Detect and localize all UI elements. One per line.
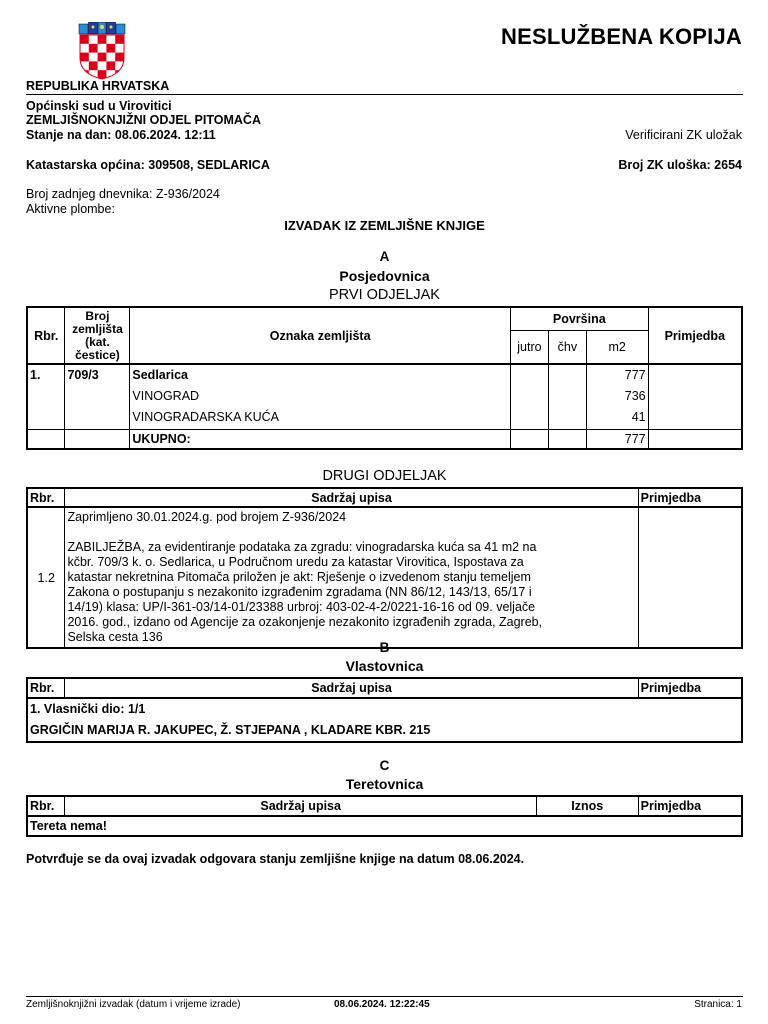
court-name: Općinski sud u Virovitici	[26, 99, 172, 113]
table-row	[27, 816, 742, 836]
row-remark	[648, 406, 742, 429]
entry-rbr: 1.2	[27, 507, 65, 648]
row-remark	[648, 385, 742, 406]
country-name: REPUBLIKA HRVATSKA	[26, 79, 170, 93]
total-rbr	[27, 429, 65, 449]
section-a-letter: A	[379, 249, 390, 264]
section-b-name: Vlastovnica	[345, 658, 424, 674]
confirmation-text: Potvrđuje se da ovaj izvadak odgovara stanju zemljišne knjige na datum 08.06.2024.	[26, 852, 525, 866]
unofficial-copy-title: NESLUŽBENA KOPIJA	[501, 24, 742, 49]
total-row	[27, 429, 742, 449]
row-rbr	[27, 406, 65, 429]
row-m2: 777	[586, 364, 648, 385]
section-a-name: Posjedovnica	[339, 268, 430, 284]
row-jutro	[510, 385, 548, 406]
footer-divider	[26, 996, 743, 997]
section-c-letter: C	[379, 758, 390, 773]
row-m2: 736	[586, 385, 648, 406]
col-content-header: Sadržaj upisa	[65, 796, 536, 816]
document-title: IZVADAK IZ ZEMLJIŠNE KNJIGE	[284, 218, 485, 233]
coat-crown	[79, 22, 125, 34]
col-jutro-header: jutro	[510, 330, 548, 364]
owner-row	[27, 718, 742, 742]
ownership-table	[26, 677, 743, 743]
coat-checkerboard	[80, 35, 124, 80]
department-name: ZEMLJIŠNOKNJIŽNI ODJEL PITOMAČA	[26, 113, 261, 127]
row-jutro	[510, 406, 548, 429]
footer-page: Stranica: 1	[694, 999, 742, 1010]
active-seals: Aktivne plombe:	[26, 202, 115, 216]
footer-left: Zemljišnoknjižni izvadak (datum i vrijeme izrade)	[26, 999, 241, 1010]
entry-content	[65, 507, 638, 648]
folio-number: Broj ZK uloška: 2654	[618, 158, 742, 172]
row-rbr: 1.	[27, 364, 65, 385]
table-row	[27, 385, 742, 406]
col-content-header: Sadržaj upisa	[65, 678, 638, 698]
row-rbr	[27, 385, 65, 406]
col-m2-header: m2	[586, 330, 648, 364]
row-designation: Sedlarica	[130, 364, 511, 385]
second-part-title: DRUGI ODJELJAK	[322, 468, 447, 484]
encumbrance-table	[26, 795, 743, 837]
ownership-share: 1. Vlasnički dio: 1/1	[27, 698, 742, 718]
row-chv	[548, 406, 586, 429]
col-remark-header: Primjedba	[638, 488, 742, 507]
section-c-name: Teretovnica	[345, 776, 424, 792]
table-row	[27, 406, 742, 429]
entry-remark	[638, 507, 742, 648]
footer-datetime: 08.06.2024. 12:22:45	[334, 999, 430, 1010]
total-chv	[548, 429, 586, 449]
total-remark	[648, 429, 742, 449]
col-content-header: Sadržaj upisa	[65, 488, 638, 507]
owner-name: GRGIČIN MARIJA R. JAKUPEC, Ž. STJEPANA , KLADARE KBR. 215	[27, 718, 742, 742]
col-remark-header: Primjedba	[648, 307, 742, 364]
table-row	[27, 364, 742, 385]
row-jutro	[510, 364, 548, 385]
row-m2: 41	[586, 406, 648, 429]
header-divider	[26, 94, 743, 95]
col-designation-header: Oznaka zemljišta	[130, 307, 511, 364]
first-part-title: PRVI ODJELJAK	[329, 287, 440, 303]
croatian-coat-of-arms-icon	[78, 22, 126, 80]
row-chv	[548, 364, 586, 385]
parcels-table	[26, 306, 743, 450]
state-date: Stanje na dan: 08.06.2024. 12:11	[26, 128, 216, 142]
verified-label: Verificirani ZK uložak	[625, 128, 742, 142]
col-parcel-header: Broj zemljišta (kat. čestice)	[65, 307, 130, 364]
col-area-header: Površina	[510, 307, 648, 330]
section-b-letter: B	[379, 640, 390, 655]
ownership-share-row	[27, 698, 742, 718]
row-parcel	[65, 385, 130, 406]
col-remark-header: Primjedba	[638, 796, 742, 816]
row-parcel	[65, 406, 130, 429]
row-designation: VINOGRADARSKA KUĆA	[130, 406, 511, 429]
col-rbr-header: Rbr.	[27, 488, 65, 507]
col-chv-header: čhv	[548, 330, 586, 364]
table-row	[27, 507, 742, 648]
total-parcel	[65, 429, 130, 449]
col-remark-header: Primjedba	[638, 678, 742, 698]
no-encumbrance: Tereta nema!	[27, 816, 742, 836]
row-designation: VINOGRAD	[130, 385, 511, 406]
total-m2: 777	[586, 429, 648, 449]
row-remark	[648, 364, 742, 385]
row-parcel: 709/3	[65, 364, 130, 385]
row-chv	[548, 385, 586, 406]
total-jutro	[510, 429, 548, 449]
last-diary-number: Broj zadnjeg dnevnika: Z-936/2024	[26, 187, 220, 201]
cadastral-municipality: Katastarska općina: 309508, SEDLARICA	[26, 158, 270, 172]
col-rbr-header: Rbr.	[27, 678, 65, 698]
col-rbr-header: Rbr.	[27, 796, 65, 816]
second-part-table	[26, 487, 743, 649]
entry-received: Zaprimljeno 30.01.2024.g. pod brojem Z-936/2024	[67, 510, 347, 524]
col-rbr-header: Rbr.	[27, 307, 65, 364]
entry-text: ZABILJEŽBA, za evidentiranje podataka za zgradu: vinogradarska kuća sa 41 m2 na kčbr. 709/3 k. o. Sedlarica, u Područnom uredu za katastar Virovitica, Ispostava za katastar nekretnina Pitomača priložen je akt: Rješenje o izvedenom stanju temeljem Zakona o postupanju s nezakonito izgrađenim zgradama (NN 86/12, 143/13, 65/17 i 14/19) klasa: UP/I-361-03/14-01/23388 urbroj: 403-02-4-2/0221-16-16 od 09. veljače 2016. god., izdano od Agencije za ozakonjenje nezakonito izgrađenih zgrada, Zagreb, Selska cesta 136	[67, 540, 543, 644]
col-amount-header: Iznos	[536, 796, 638, 816]
total-label: UKUPNO:	[130, 429, 511, 449]
